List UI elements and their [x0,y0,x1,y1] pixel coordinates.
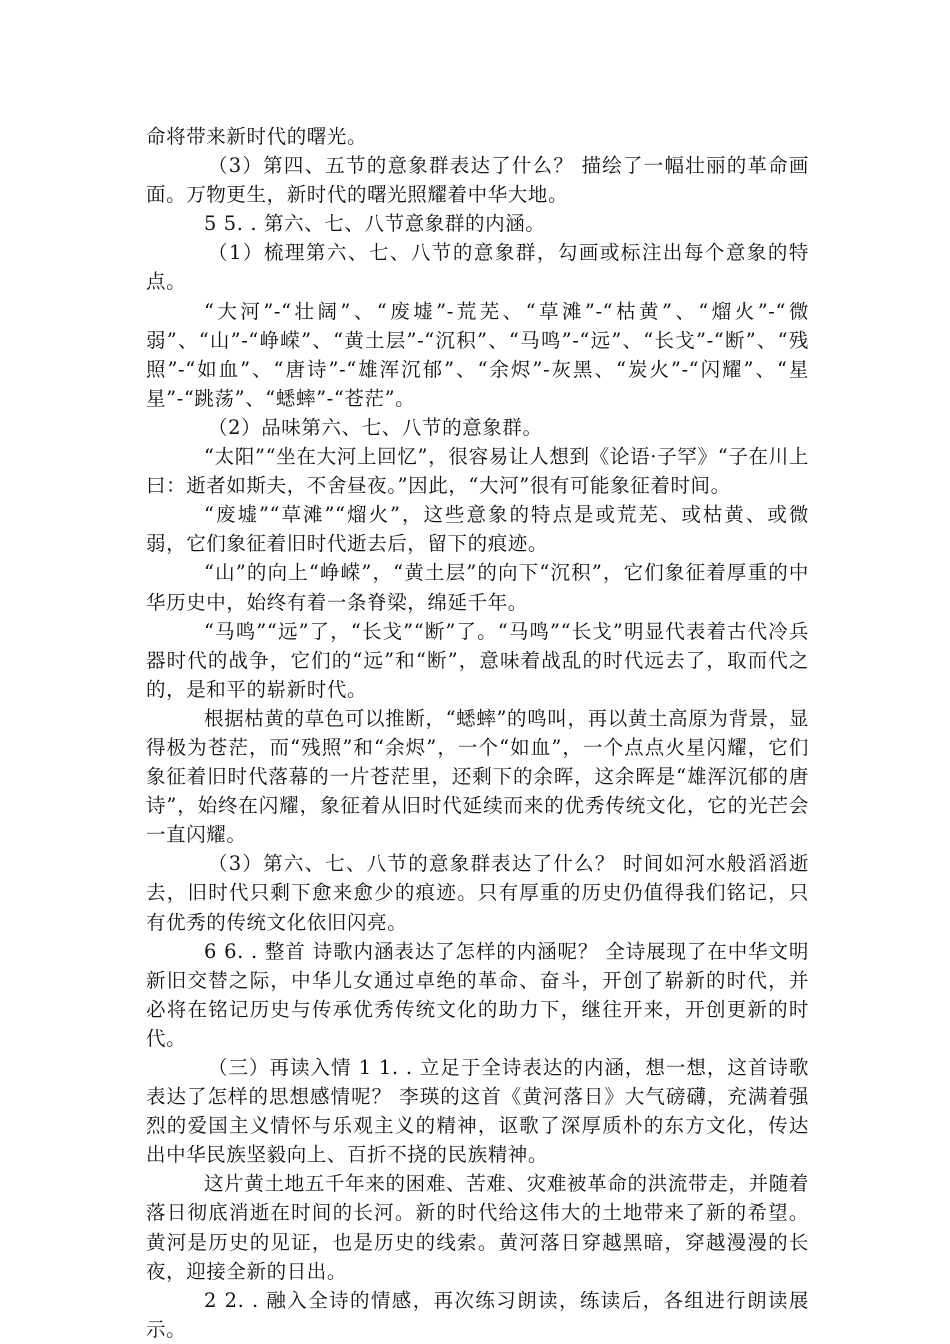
document-page [146,122,809,1344]
paragraph: “马鸣”“远”了，“长戈”“断”了。“马鸣”“长戈”明显代表着古代冷兵器时代的战争，它们的“远”和“断”，意味着战乱的时代远去了，取而代之的，是和平的崭新时代。 [146,619,809,701]
paragraph: （2）品味第六、七、八节的意象群。 [208,415,543,439]
paragraph: 根据枯黄的草色可以推断，“蟋蟀”的鸣叫，再以黄土高原为背景，显得极为苍茫，而“残照”和“余烬”，一个“如血”，一个点点火星闪耀，它们象征着旧时代落幕的一片苍茫里，还剩下的余晖，这余晖是“雄浑沉郁的唐诗”，始终在闪耀，象征着从旧时代延续而来的优秀传统文化，它的光芒会一直闪耀。 [146,706,809,847]
paragraph: “大河”-“壮阔”、“废墟”-荒芜、“草滩”-“枯黄”、“熘火”-“微弱”、“山”-“峥嵘”、“黄土层”-“沉积”、“马鸣”-“远”、“长戈”-“断”、“残照”-“如血”、“唐诗”-“雄浑沉郁”、“余烬”-灰黑、“炭火”-“闪耀”、“星星”-“跳荡”、“蟋蟀”-“苍茫”。 [146,299,809,410]
paragraph: （3）第四、五节的意象群表达了什么？ 描绘了一幅壮丽的革命画面。万物更生，新时代的曙光照耀着中华大地。 [146,154,809,207]
section-heading: 5 5. . 第六、七、八节意象群的内涵。 [204,212,546,236]
paragraph: “山”的向上“峥嵘”，“黄土层”的向下“沉积”，它们象征着厚重的中华历史中，始终有着一条脊梁，绵延千年。 [146,561,809,614]
paragraph: （三）再读入情 1 1. . 立足于全诗表达的内涵，想一想，这首诗歌表达了怎样的思想感情呢？ 李瑛的这首《黄河落日》大气磅礴，充满着强烈的爱国主义情怀与乐观主义的精神，讴歌了深厚质朴的东方文化，传达出中华民族坚毅向上、百折不挠的民族精神。 [146,1056,809,1167]
paragraph: 命将带来新时代的曙光。 [146,125,368,148]
paragraph: （3）第六、七、八节的意象群表达了什么？ 时间如河水般滔滔逝去，旧时代只剩下愈来愈少的痕迹。只有厚重的历史仍值得我们铭记，只有优秀的传统文化依旧闪亮。 [146,852,809,934]
paragraph: 2 2. . 融入全诗的情感，再次练习朗读，练读后，各组进行朗读展示。 [146,1288,809,1341]
paragraph: （1）梳理第六、七、八节的意象群，勾画或标注出每个意象的特点。 [146,241,809,294]
paragraph: “太阳”“坐在大河上回忆”，很容易让人想到《论语·子罕》“子在川上曰：逝者如斯夫，不舍昼夜。”因此，“大河”很有可能象征着时间。 [146,445,809,498]
section-heading: 6 6. . 整首 诗歌内涵表达了怎样的内涵呢？ 全诗展现了在中华文明新旧交替之际，中华儿女通过卓绝的革命、奋斗，开创了崭新的时代，并必将在铭记历史与传承优秀传统文化的助力下，继往开来，开创更新的时代。 [146,939,809,1050]
paragraph: “废墟”“草滩”“熘火”，这些意象的特点是或荒芜、或枯黄、或微弱，它们象征着旧时代逝去后，留下的痕迹。 [146,503,809,556]
paragraph: 这片黄土地五千年来的困难、苦难、灾难被革命的洪流带走，并随着落日彻底消逝在时间的长河。新的时代给这伟大的土地带来了新的希望。黄河是历史的见证，也是历史的线索。黄河落日穿越黑暗，穿越漫漫的长夜，迎接全新的日出。 [146,1172,809,1283]
